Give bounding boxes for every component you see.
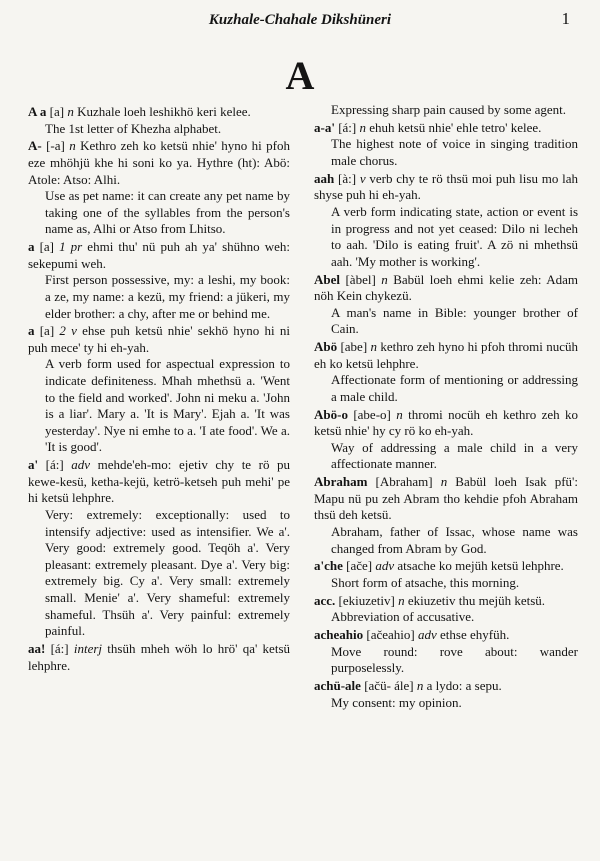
grammar-label: n bbox=[398, 592, 405, 608]
pronunciation: [a] bbox=[46, 104, 68, 119]
dictionary-entry bbox=[28, 323, 290, 456]
page-number: 1 bbox=[561, 9, 570, 28]
pronunciation: [a] bbox=[34, 323, 60, 339]
english-gloss: Very: extremely: exceptionally: used to intensify adjective: used as intensifier. We a'. Very good: extremely good. Teqöh a'. Very pleasant: extremely pleasant. Dye a'. Very big: extremely big. Cy a'. Very small: extremely small. Menie' a'. Very shameful: extremely shameful. Thsüh a'. Very painful: extremely painful. bbox=[45, 507, 290, 639]
pronunciation: [ačeahio] bbox=[363, 627, 418, 643]
grammar-label: n bbox=[370, 339, 377, 355]
definition-text: atsache ko mejüh ketsü lehphre. bbox=[394, 558, 564, 574]
english-gloss: A verb form used for aspectual expression to indicate definiteness. Mhah mhethsü a. 'Went to the field and worked'. John ni meku a. 'John is a liar'. Mary a. 'It is Mary'. Ejah a. 'It was yesterday'. Nye ni emhe to a. 'I ate food'. We a. 'It is good'. bbox=[45, 356, 290, 455]
definition-text: Babül loeh Isak pfü': Mapu nü pu zeh Abram tho kehdie pfoh Abraham thsü deh ketsü. bbox=[314, 474, 578, 523]
pronunciation: [ačü- ále] bbox=[360, 678, 417, 694]
english-gloss: First person possessive, my: a leshi, my book: a ze, my name: a kezü, my friend: a jükeri, my elder brother: a chy, after me or behind me. bbox=[45, 272, 290, 321]
headword: a bbox=[28, 323, 35, 339]
grammar-label: 1 pr bbox=[59, 239, 83, 255]
pronunciation: [ekiuzetiv] bbox=[335, 592, 399, 608]
entry-head-line bbox=[28, 323, 290, 356]
english-gloss: Short form of atsache, this morning. bbox=[331, 574, 520, 590]
pronunciation: [a] bbox=[34, 239, 60, 255]
dictionary-entry bbox=[314, 171, 578, 271]
grammar-label: n bbox=[67, 104, 74, 119]
english-gloss: Abbreviation of accusative. bbox=[331, 609, 475, 625]
definition-text: mehde'eh-mo: ejetiv chy te rö pu kewe-kesü, ketha-kejü, ketrö-ketseh puh mehi' pe hi ketsü lehphre. bbox=[28, 457, 290, 506]
headword: a'che bbox=[314, 558, 343, 574]
grammar-label: interj bbox=[73, 640, 103, 656]
headword: Abraham bbox=[314, 474, 368, 490]
english-gloss: My consent: my opinion. bbox=[331, 694, 462, 710]
pronunciation: [abe-o] bbox=[347, 406, 397, 422]
grammar-label: n bbox=[359, 119, 366, 135]
headword: Abö-o bbox=[314, 406, 348, 422]
english-gloss: The highest note of voice in singing tradition male chorus. bbox=[331, 136, 578, 168]
dictionary-entry bbox=[314, 407, 578, 473]
entry-head-line bbox=[314, 339, 578, 372]
dictionary-entry bbox=[314, 339, 578, 405]
entry-head-line bbox=[28, 641, 290, 674]
english-gloss: Use as pet name: it can create any pet name by taking one of the syllables from the person's name as, Alhi or Atso from Lhitso. bbox=[45, 188, 290, 237]
entry-head-line bbox=[314, 593, 578, 610]
dictionary-entry bbox=[28, 104, 290, 137]
grammar-label: v bbox=[359, 170, 366, 186]
definition-text: thromi nocüh eh kethro zeh ko ketsü nhie' hy cy rö ko eh-yah. bbox=[314, 406, 578, 439]
english-gloss: The 1st letter of Khezha alphabet. bbox=[45, 120, 222, 136]
definition-text: verb chy te rö thsü moi puh lisu mo lah shyse puh hi eh-yah. bbox=[314, 170, 578, 203]
grammar-label: n bbox=[416, 678, 424, 694]
grammar-label: n bbox=[381, 271, 388, 287]
entry-head-line bbox=[314, 474, 578, 524]
entry-head-line bbox=[314, 120, 578, 137]
definition-text: thsüh mheh wöh lo hrö' qa' ketsü lehphre. bbox=[28, 640, 291, 673]
pronunciation: [á:] bbox=[334, 119, 360, 135]
pronunciation: [-a] bbox=[41, 138, 70, 154]
dictionary-entry bbox=[28, 641, 290, 674]
dictionary-entry bbox=[314, 678, 578, 711]
entry-head-line bbox=[314, 272, 578, 305]
book-title: Kuzhale-Chahale Dikshüneri bbox=[208, 11, 392, 28]
definition-text: Kethro zeh ko ketsü nhie' hyno hi pfoh eze mhöhjü khe hi soni ko ya. Hythre (ht): Abö: Atole: Atso: Alhi. bbox=[28, 138, 290, 187]
english-gloss: Abraham, father of Issac, whose name was changed from Abram by God. bbox=[331, 523, 578, 556]
pronunciation: [ače] bbox=[342, 558, 376, 574]
pronunciation: [abe] bbox=[337, 339, 371, 355]
entry-head-line bbox=[314, 627, 578, 644]
grammar-label: adv bbox=[71, 457, 91, 473]
headword: A- bbox=[28, 138, 42, 154]
headword: a-a' bbox=[314, 119, 335, 135]
headword: Abö bbox=[314, 339, 338, 355]
dictionary-entry bbox=[314, 102, 578, 119]
pronunciation: [á:] bbox=[38, 457, 72, 473]
dictionary-entry bbox=[28, 457, 290, 640]
dictionary-entry bbox=[314, 558, 578, 591]
grammar-label: n bbox=[396, 406, 403, 422]
english-gloss: Affectionate form of mentioning or addressing a male child. bbox=[331, 372, 578, 404]
entry-head-line bbox=[28, 239, 290, 272]
grammar-label: n bbox=[69, 138, 76, 154]
entry-head-line bbox=[314, 171, 578, 204]
definition-text: ehmi thu' nü puh ah ya' shühno weh: sekepumi weh. bbox=[28, 239, 290, 271]
left-column bbox=[28, 104, 290, 675]
english-gloss: A verb form indicating state, action or event is in progress and not yet ceased: Dilo ni lecheh to aah. 'Dilo is eating fruit'. A zö ni mhethsü aah. 'My mother is working'. bbox=[331, 203, 578, 269]
dictionary-entry bbox=[314, 120, 578, 170]
english-gloss: Expressing sharp pain caused by some agent. bbox=[331, 102, 567, 117]
pronunciation: [á:] bbox=[45, 640, 74, 656]
definition-text: kethro zeh hyno hi pfoh thromi nucüh eh ko ketsü lehphre. bbox=[314, 339, 578, 371]
entry-head-line bbox=[314, 678, 578, 695]
dictionary-entry bbox=[28, 138, 290, 238]
english-gloss: A man's name in Bible: younger brother of Cain. bbox=[331, 304, 578, 337]
headword: a bbox=[28, 239, 35, 255]
dictionary-entry bbox=[314, 627, 578, 677]
dictionary-entry bbox=[314, 474, 578, 557]
entry-head-line bbox=[314, 558, 578, 575]
definition-text: Babül loeh ehmi kelie zeh: Adam nöh Kein chykezü. bbox=[314, 271, 578, 304]
definition-text: ehse puh ketsü nhie' sekhö hyno hi ni puh mece' ty hi eh-yah. bbox=[28, 323, 290, 355]
definition-text: ekiuzetiv thu mejüh ketsü. bbox=[404, 592, 546, 608]
pronunciation: [à:] bbox=[334, 170, 360, 186]
entry-head-line bbox=[28, 138, 290, 188]
grammar-label: n bbox=[440, 474, 448, 490]
english-gloss: Move round: rove about: wander purposelessly. bbox=[331, 643, 578, 676]
grammar-label: adv bbox=[417, 627, 437, 643]
definition-text: Kuzhale loeh leshikhö keri kelee. bbox=[73, 104, 251, 119]
headword: aah bbox=[314, 170, 335, 186]
pronunciation: [àbel] bbox=[340, 271, 382, 287]
running-head bbox=[0, 8, 600, 32]
definition-text: ehuh ketsü nhie' ehle tetro' kelee. bbox=[366, 119, 542, 135]
headword: aa! bbox=[28, 640, 46, 656]
dictionary-entry bbox=[314, 593, 578, 626]
headword: a' bbox=[28, 457, 39, 473]
entry-head-line bbox=[28, 104, 290, 121]
english-gloss: Way of addressing a male child in a very affectionate manner. bbox=[331, 439, 578, 472]
headword: achü-ale bbox=[314, 678, 361, 694]
entry-head-line bbox=[28, 457, 290, 507]
definition-text: a lydo: a sepu. bbox=[423, 678, 502, 694]
grammar-label: 2 v bbox=[59, 323, 77, 339]
pronunciation: [Abraham] bbox=[367, 474, 441, 490]
headword: Abel bbox=[314, 271, 340, 287]
entry-head-line bbox=[314, 407, 578, 440]
right-column bbox=[314, 102, 578, 712]
dictionary-entry bbox=[28, 239, 290, 322]
definition-text: ethse ehyfüh. bbox=[436, 627, 510, 643]
section-letter: A bbox=[285, 53, 315, 98]
headword: acheahio bbox=[314, 627, 364, 643]
dictionary-entry bbox=[314, 272, 578, 338]
grammar-label: adv bbox=[375, 558, 395, 574]
headword: A a bbox=[28, 104, 47, 119]
headword: acc. bbox=[314, 592, 336, 608]
